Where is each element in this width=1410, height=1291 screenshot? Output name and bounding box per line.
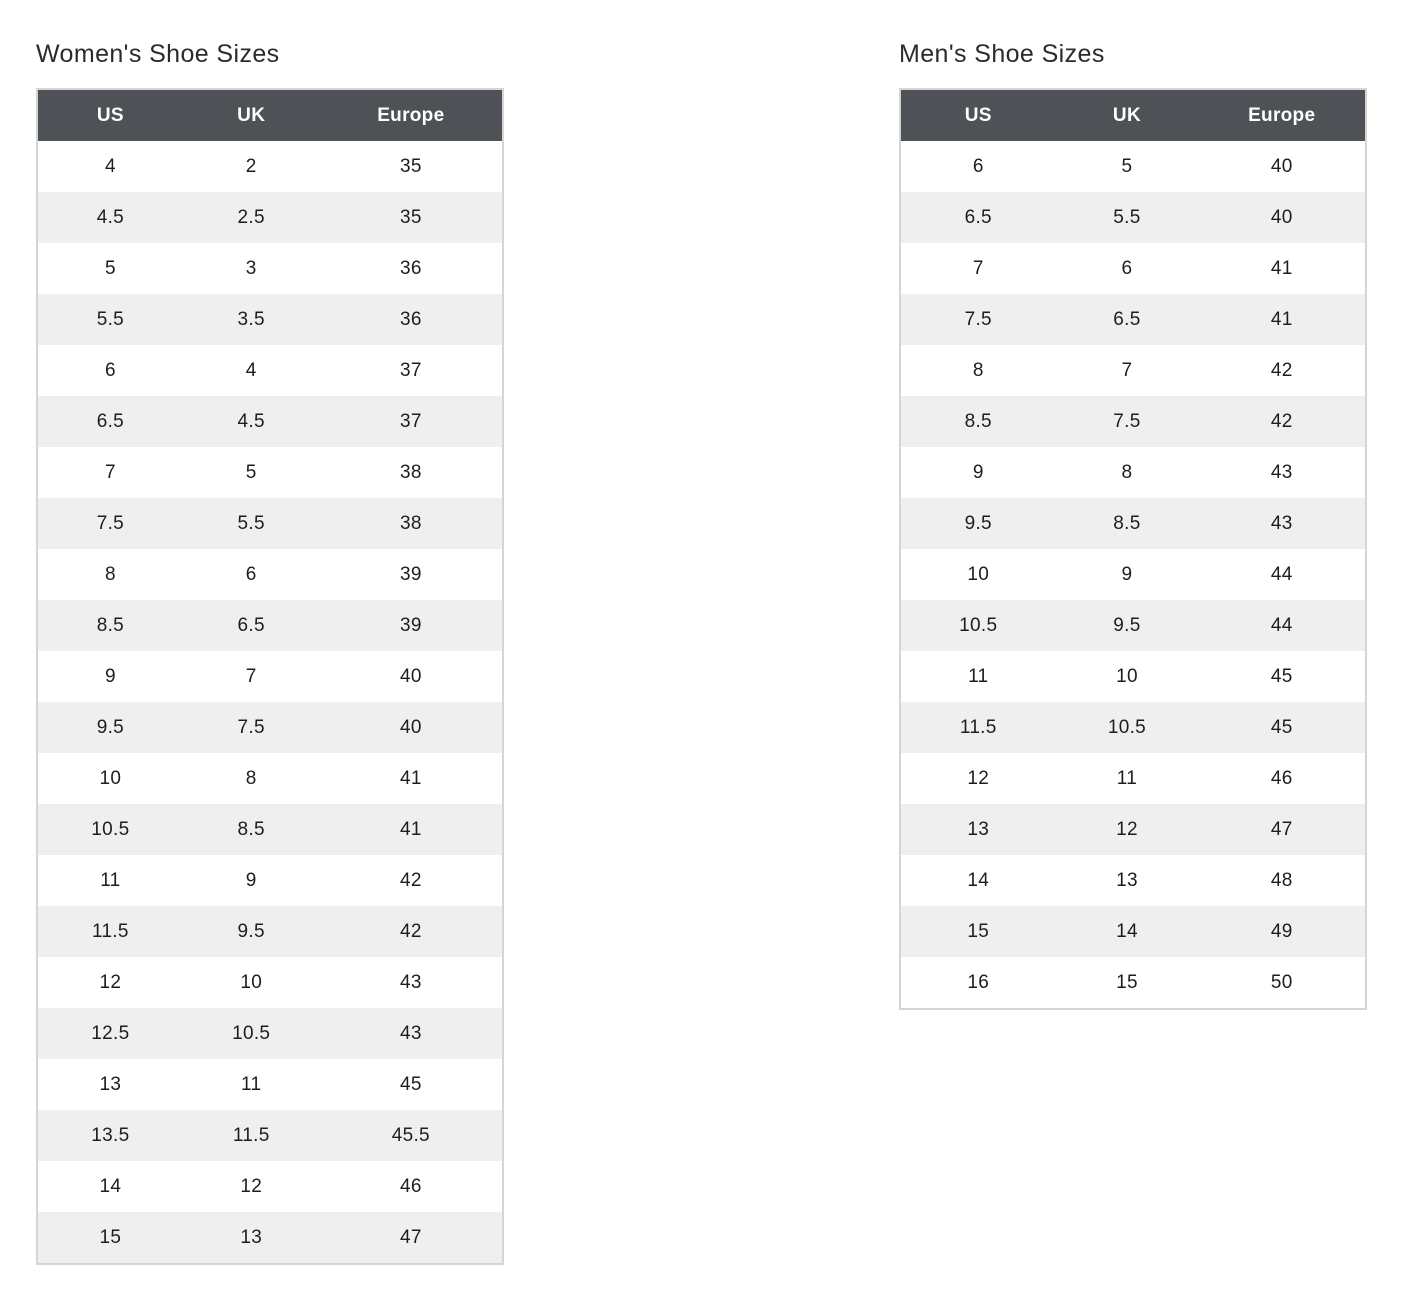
size-cell: 13 — [901, 804, 1056, 855]
size-cell: 43 — [1198, 447, 1365, 498]
size-cell: 7.5 — [183, 702, 320, 753]
table-row — [38, 549, 502, 600]
size-cell: 3 — [183, 243, 320, 294]
size-cell: 10 — [38, 753, 183, 804]
table-row — [901, 804, 1365, 855]
size-cell: 13 — [183, 1212, 320, 1263]
size-cell: 4 — [38, 141, 183, 192]
mens-sizes-section — [899, 40, 1367, 1010]
table-row — [38, 294, 502, 345]
size-cell: 5.5 — [38, 294, 183, 345]
header-cell-uk: UK — [1056, 90, 1199, 141]
table-row — [38, 753, 502, 804]
size-cell: 12 — [183, 1161, 320, 1212]
size-cell: 5.5 — [183, 498, 320, 549]
table-row — [901, 243, 1365, 294]
size-cell: 10.5 — [901, 600, 1056, 651]
size-cell: 13.5 — [38, 1110, 183, 1161]
size-cell: 2 — [183, 141, 320, 192]
size-cell: 44 — [1198, 549, 1365, 600]
size-cell: 8 — [38, 549, 183, 600]
size-cell: 11 — [183, 1059, 320, 1110]
size-cell: 37 — [320, 396, 502, 447]
size-cell: 13 — [1056, 855, 1199, 906]
size-cell: 12 — [1056, 804, 1199, 855]
size-cell: 11 — [1056, 753, 1199, 804]
size-cell: 12.5 — [38, 1008, 183, 1059]
size-cell: 6.5 — [38, 396, 183, 447]
size-cell: 6 — [901, 141, 1056, 192]
size-cell: 46 — [320, 1161, 502, 1212]
table-header-row — [38, 90, 502, 141]
size-cell: 36 — [320, 294, 502, 345]
size-cell: 11 — [901, 651, 1056, 702]
table-row — [38, 1110, 502, 1161]
size-cell: 6.5 — [183, 600, 320, 651]
womens-size-table — [36, 88, 504, 1265]
size-cell: 2.5 — [183, 192, 320, 243]
table-row — [901, 141, 1365, 192]
size-cell: 8 — [901, 345, 1056, 396]
size-cell: 3.5 — [183, 294, 320, 345]
size-cell: 5 — [38, 243, 183, 294]
table-row — [38, 192, 502, 243]
size-cell: 7.5 — [901, 294, 1056, 345]
size-cell: 41 — [1198, 243, 1365, 294]
table-row — [901, 549, 1365, 600]
size-cell: 35 — [320, 141, 502, 192]
size-cell: 45 — [1198, 651, 1365, 702]
mens-table-title: Men's Shoe Sizes — [899, 40, 1105, 68]
table-row — [38, 702, 502, 753]
size-cell: 45 — [1198, 702, 1365, 753]
size-cell: 5 — [183, 447, 320, 498]
size-cell: 15 — [1056, 957, 1199, 1008]
size-cell: 38 — [320, 447, 502, 498]
size-cell: 8.5 — [38, 600, 183, 651]
table-row — [38, 396, 502, 447]
size-cell: 45 — [320, 1059, 502, 1110]
size-cell: 39 — [320, 549, 502, 600]
size-cell: 7 — [1056, 345, 1199, 396]
size-cell: 15 — [901, 906, 1056, 957]
table-row — [38, 447, 502, 498]
header-cell-us: US — [901, 90, 1056, 141]
size-cell: 6 — [1056, 243, 1199, 294]
size-cell: 9 — [901, 447, 1056, 498]
size-cell: 4.5 — [38, 192, 183, 243]
table-row — [901, 498, 1365, 549]
size-cell: 12 — [901, 753, 1056, 804]
table-row — [38, 498, 502, 549]
size-cell: 6.5 — [901, 192, 1056, 243]
size-cell: 8 — [183, 753, 320, 804]
table-row — [38, 1212, 502, 1263]
table-row — [38, 141, 502, 192]
size-cell: 47 — [320, 1212, 502, 1263]
size-cell: 10 — [183, 957, 320, 1008]
size-cell: 48 — [1198, 855, 1365, 906]
size-cell: 8.5 — [1056, 498, 1199, 549]
size-cell: 6 — [183, 549, 320, 600]
size-cell: 12 — [38, 957, 183, 1008]
size-cell: 6 — [38, 345, 183, 396]
table-row — [901, 855, 1365, 906]
table-row — [38, 855, 502, 906]
size-cell: 36 — [320, 243, 502, 294]
size-cell: 13 — [38, 1059, 183, 1110]
size-cell: 40 — [320, 702, 502, 753]
table-row — [901, 396, 1365, 447]
size-cell: 11.5 — [183, 1110, 320, 1161]
table-row — [38, 243, 502, 294]
size-cell: 42 — [320, 906, 502, 957]
size-cell: 41 — [1198, 294, 1365, 345]
header-cell-europe: Europe — [1198, 90, 1365, 141]
header-cell-uk: UK — [183, 90, 320, 141]
table-row — [38, 1059, 502, 1110]
size-cell: 7.5 — [38, 498, 183, 549]
table-row — [38, 345, 502, 396]
size-cell: 10.5 — [1056, 702, 1199, 753]
table-row — [38, 957, 502, 1008]
size-cell: 42 — [1198, 345, 1365, 396]
size-cell: 7.5 — [1056, 396, 1199, 447]
size-cell: 9.5 — [183, 906, 320, 957]
table-row — [38, 1008, 502, 1059]
table-row — [38, 804, 502, 855]
size-cell: 6.5 — [1056, 294, 1199, 345]
size-cell: 7 — [901, 243, 1056, 294]
size-cell: 9 — [38, 651, 183, 702]
table-row — [901, 906, 1365, 957]
table-row — [901, 294, 1365, 345]
table-row — [901, 192, 1365, 243]
size-cell: 9 — [1056, 549, 1199, 600]
womens-table-title: Women's Shoe Sizes — [36, 40, 280, 68]
size-cell: 49 — [1198, 906, 1365, 957]
size-cell: 9.5 — [38, 702, 183, 753]
size-cell: 7 — [183, 651, 320, 702]
size-cell: 8.5 — [183, 804, 320, 855]
table-row — [901, 600, 1365, 651]
table-row — [38, 651, 502, 702]
size-cell: 50 — [1198, 957, 1365, 1008]
size-cell: 8.5 — [901, 396, 1056, 447]
size-cell: 11 — [38, 855, 183, 906]
size-cell: 41 — [320, 804, 502, 855]
size-cell: 41 — [320, 753, 502, 804]
size-cell: 4 — [183, 345, 320, 396]
size-cell: 16 — [901, 957, 1056, 1008]
size-cell: 14 — [1056, 906, 1199, 957]
table-row — [38, 600, 502, 651]
size-cell: 38 — [320, 498, 502, 549]
size-cell: 43 — [320, 1008, 502, 1059]
size-cell: 9.5 — [1056, 600, 1199, 651]
size-cell: 11.5 — [901, 702, 1056, 753]
size-cell: 5 — [1056, 141, 1199, 192]
size-cell: 39 — [320, 600, 502, 651]
size-cell: 10.5 — [183, 1008, 320, 1059]
size-cell: 40 — [1198, 141, 1365, 192]
size-cell: 43 — [1198, 498, 1365, 549]
mens-size-table — [899, 88, 1367, 1010]
size-cell: 42 — [320, 855, 502, 906]
size-cell: 10 — [901, 549, 1056, 600]
header-cell-europe: Europe — [320, 90, 502, 141]
size-cell: 10.5 — [38, 804, 183, 855]
table-row — [901, 447, 1365, 498]
womens-sizes-section — [36, 40, 504, 1265]
table-row — [38, 906, 502, 957]
table-row — [901, 651, 1365, 702]
table-row — [901, 753, 1365, 804]
size-cell: 10 — [1056, 651, 1199, 702]
size-cell: 37 — [320, 345, 502, 396]
header-cell-us: US — [38, 90, 183, 141]
size-cell: 15 — [38, 1212, 183, 1263]
size-cell: 45.5 — [320, 1110, 502, 1161]
size-cell: 40 — [320, 651, 502, 702]
size-cell: 14 — [38, 1161, 183, 1212]
size-cell: 5.5 — [1056, 192, 1199, 243]
table-header-row — [901, 90, 1365, 141]
size-cell: 44 — [1198, 600, 1365, 651]
size-cell: 42 — [1198, 396, 1365, 447]
table-row — [38, 1161, 502, 1212]
size-cell: 11.5 — [38, 906, 183, 957]
size-cell: 43 — [320, 957, 502, 1008]
size-cell: 35 — [320, 192, 502, 243]
table-row — [901, 957, 1365, 1008]
size-cell: 46 — [1198, 753, 1365, 804]
size-cell: 8 — [1056, 447, 1199, 498]
size-cell: 9 — [183, 855, 320, 906]
size-cell: 47 — [1198, 804, 1365, 855]
size-cell: 40 — [1198, 192, 1365, 243]
size-cell: 4.5 — [183, 396, 320, 447]
size-cell: 9.5 — [901, 498, 1056, 549]
size-cell: 14 — [901, 855, 1056, 906]
size-cell: 7 — [38, 447, 183, 498]
table-row — [901, 345, 1365, 396]
table-row — [901, 702, 1365, 753]
